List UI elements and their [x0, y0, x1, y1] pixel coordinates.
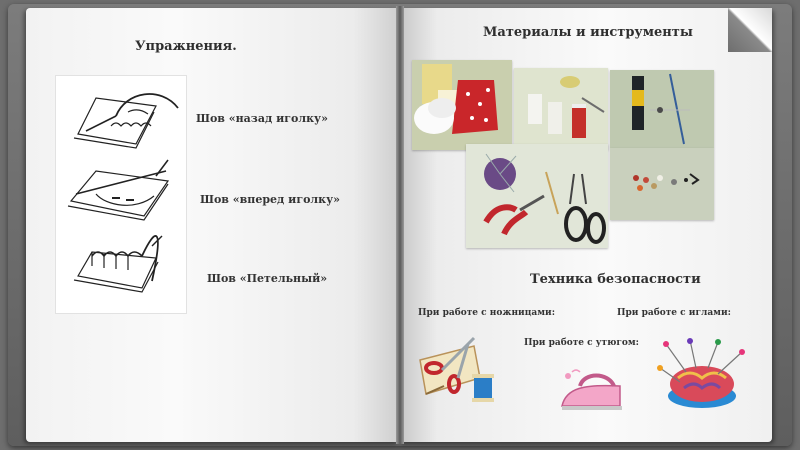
buttons-photo — [610, 148, 714, 220]
scissors-safety-label: При работе с ножницами: — [418, 308, 556, 318]
page-curl-corner[interactable] — [728, 8, 772, 52]
exercises-title: Упражнения. — [135, 39, 237, 54]
fabric-and-cotton-photo — [412, 60, 512, 150]
materials-title: Материалы и инструменты — [483, 25, 693, 40]
safety-title: Техника безопасности — [530, 272, 701, 287]
running-stitch-label: Шов «вперед иголку» — [200, 193, 341, 206]
back-stitch-label: Шов «назад иголку» — [196, 112, 328, 125]
pincushion-clipart-icon — [656, 338, 748, 412]
glue-and-needles-photo — [610, 70, 714, 148]
scissors-pliers-pins-photo — [466, 144, 608, 248]
blanket-stitch-diagram-icon — [74, 236, 162, 292]
iron-clipart-icon — [558, 366, 626, 414]
running-stitch-diagram-icon — [68, 160, 168, 220]
iron-safety-label: При работе с утюгом: — [524, 338, 640, 348]
back-stitch-diagram-icon — [74, 94, 178, 148]
stitch-diagrams — [56, 76, 186, 313]
needles-safety-label: При работе с иглами: — [617, 308, 731, 318]
book-spine — [396, 6, 404, 444]
thread-spools-photo — [514, 68, 608, 150]
blanket-stitch-label: Шов «Петельный» — [207, 272, 328, 285]
scissors-clipart-icon — [414, 332, 502, 410]
stitch-diagrams-frame — [55, 75, 187, 314]
